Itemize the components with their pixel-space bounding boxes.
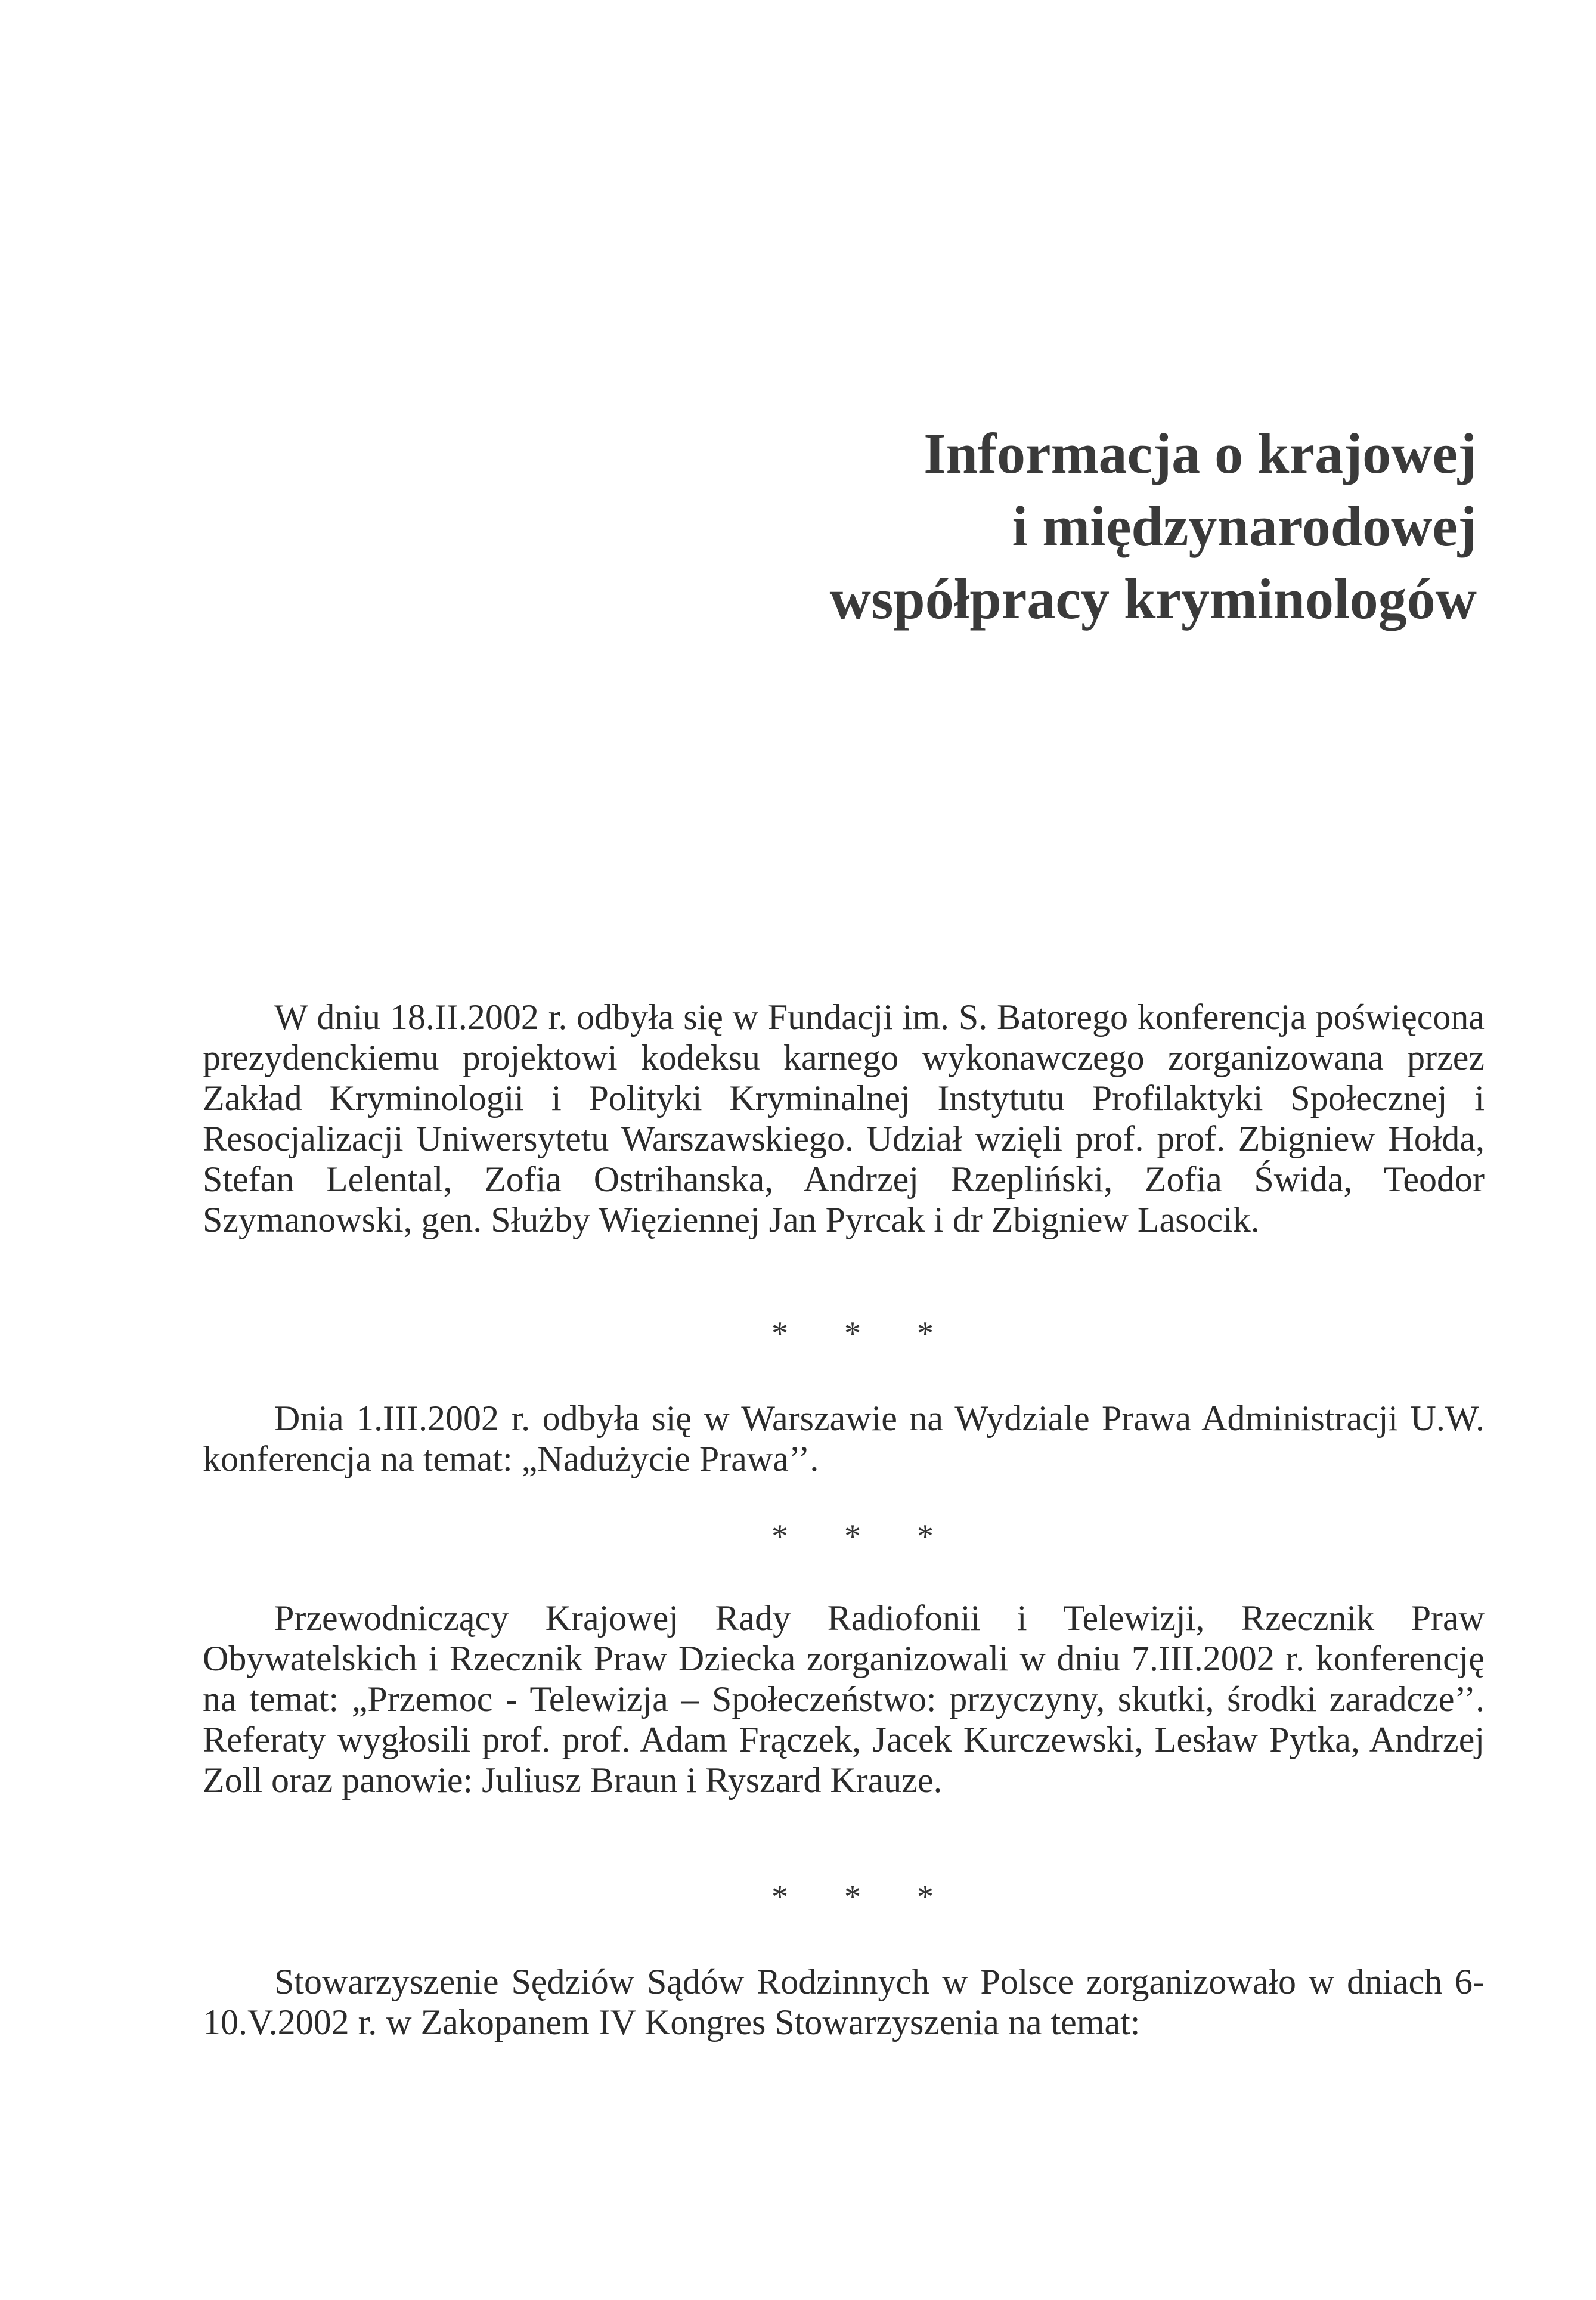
- section-separator: * * *: [771, 1518, 957, 1555]
- paragraph-conference-violence-tv: [203, 1598, 1485, 1800]
- article-title: [702, 417, 1477, 636]
- paragraph-family-judges-congress: [203, 1961, 1485, 2042]
- section-separator: * * *: [771, 1315, 957, 1352]
- paragraph-text: W dniu 18.II.2002 r. odbyła się w Fundacji im. S. Batorego konferencja poświęcona prezydenckiemu projektowi kodeksu karnego wykonawczego zorganizowana przez Zakład Kryminologii i Polityki Kryminalnej Instytutu Profilaktyki Społecznej i Resocjalizacji Uniwersytetu Warszawskiego. Udział wzięli prof. prof. Zbigniew Hołda, Stefan Lelental, Zofia Ostrihanska, Andrzej Rzepliński, Zofia Świda, Teodor Szymanowski, gen. Służby Więziennej Jan Pyrcak i dr Zbigniew Lasocik.: [203, 997, 1485, 1239]
- title-line-2: i międzynarodowej: [1012, 494, 1477, 558]
- paragraph-text: Dnia 1.III.2002 r. odbyła się w Warszawie na Wydziale Prawa Administracji U.W. konferencja na temat: „Nadużycie Prawa’’.: [203, 1399, 1485, 1478]
- title-line-3: współpracy kryminologów: [829, 567, 1477, 631]
- paragraph-conference-batory: [203, 997, 1485, 1240]
- title-line-1: Informacja o krajowej: [923, 421, 1477, 485]
- section-separator: * * *: [771, 1879, 957, 1915]
- paragraph-text: Przewodniczący Krajowej Rady Radiofonii i Telewizji, Rzecznik Praw Obywatelskich i Rzecznik Praw Dziecka zorganizowali w dniu 7.III.2002 r. konferencję na temat: „Przemoc - Telewizja – Społeczeństwo: przyczyny, skutki, środki zaradcze’’. Referaty wygłosili prof. prof. Adam Frączek, Jacek Kurczewski, Lesław Pytka, Andrzej Zoll oraz panowie: Juliusz Braun i Ryszard Krauze.: [203, 1598, 1485, 1800]
- paragraph-text: Stowarzyszenie Sędziów Sądów Rodzinnych w Polsce zorganizowało w dniach 6-10.V.2002 r. w Zakopanem IV Kongres Stowarzyszenia na temat:: [203, 1962, 1485, 2042]
- paragraph-conference-abuse-of-law: [203, 1398, 1485, 1479]
